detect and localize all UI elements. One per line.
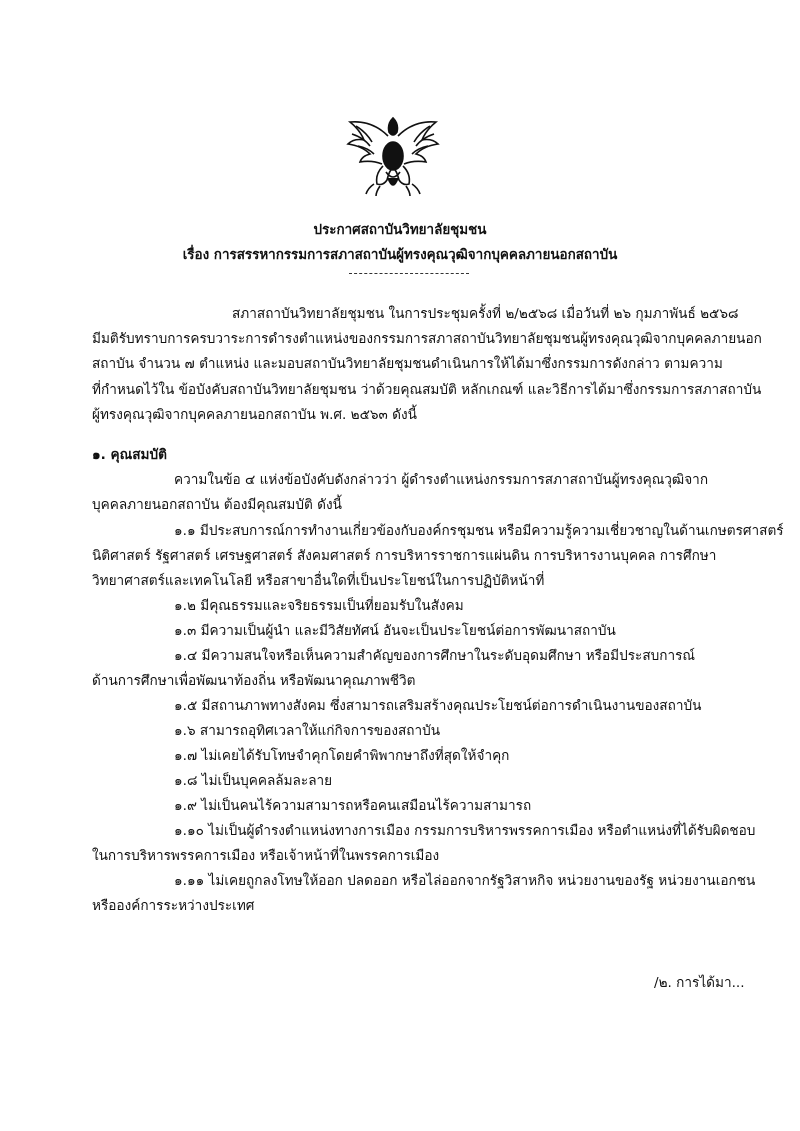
qualification-item-continued: หรือองค์การระหว่างประเทศ	[92, 898, 255, 914]
section-heading: ๑. คุณสมบัติ	[92, 447, 167, 463]
qualification-item: ๑.๓ มีความเป็นผู้นำ และมีวิสัยทัศน์ อันจะเป็นประโยชน์ต่อการพัฒนาสถาบัน	[174, 623, 616, 639]
qualification-item: ๑.๕ มีสถานภาพทางสังคม ซึ่งสามารถเสริมสร้างคุณประโยชน์ต่อการดำเนินงานของสถาบัน	[174, 698, 702, 714]
announcement-title: ประกาศสถาบันวิทยาลัยชุมชน	[313, 222, 487, 238]
qualification-item: ๑.๑๑ ไม่เคยถูกลงโทษให้ออก ปลดออก หรือไล่ออกจากรัฐวิสาหกิจ หน่วยงานของรัฐ หน่วยงานเอกชน	[174, 873, 756, 889]
qualification-item: ๑.๑๐ ไม่เป็นผู้ดำรงตำแหน่งทางการเมือง กรรมการบริหารพรรคการเมือง หรือตำแหน่งที่ได้รับผิดชอบ	[174, 823, 756, 839]
qualification-item: ๑.๒ มีคุณธรรมและจริยธรรมเป็นที่ยอมรับในสังคม	[174, 598, 464, 614]
qualification-item-continued: ในการบริหารพรรคการเมือง หรือเจ้าหน้าที่ในพรรคการเมือง	[92, 848, 440, 864]
qualification-item: ๑.๔ มีความสนใจหรือเห็นความสำคัญของการศึกษาในระดับอุดมศึกษา หรือมีประสบการณ์	[174, 648, 696, 664]
qualification-item: ๑.๙ ไม่เป็นคนไร้ความสามารถหรือคนเสมือนไร้ความสามารถ	[174, 798, 532, 814]
qualification-item: ๑.๗ ไม่เคยได้รับโทษจำคุกโดยคำพิพากษาถึงที่สุดให้จำคุก	[174, 748, 510, 764]
section-intro-line: บุคคลภายนอกสถาบัน ต้องมีคุณสมบัติ ดังนี้	[92, 497, 342, 513]
qualification-item-continued: วิทยาศาสตร์และเทคโนโลยี หรือสาขาอื่นใดที่เป็นประโยชน์ในการปฏิบัติหน้าที่	[92, 573, 545, 589]
title-divider	[349, 273, 469, 274]
qualification-item: ๑.๖ สามารถอุทิศเวลาให้แก่กิจการของสถาบัน	[174, 723, 441, 739]
qualification-item: ๑.๘ ไม่เป็นบุคคลล้มละลาย	[174, 773, 333, 789]
announcement-subject: เรื่อง การสรรหากรรมการสภาสถาบันผู้ทรงคุณวุฒิจากบุคคลภายนอกสถาบัน	[182, 247, 618, 263]
intro-line: สภาสถาบันวิทยาลัยชุมชน ในการประชุมครั้งที่ ๒/๒๕๖๘ เมื่อวันที่ ๒๖ กุมภาพันธ์ ๒๕๖๘	[232, 306, 739, 322]
qualification-item: ๑.๑ มีประสบการณ์การทำงานเกี่ยวข้องกับองค์กรชุมชน หรือมีความรู้ความเชี่ยวชาญในด้านเกษตรศาสตร์	[174, 523, 784, 539]
garuda-emblem-icon	[344, 112, 442, 200]
intro-line: ที่กำหนดไว้ใน ข้อบังคับสถาบันวิทยาลัยชุมชน ว่าด้วยคุณสมบัติ หลักเกณฑ์ และวิธีการได้มาซึ่งกรรมการสภาสถาบัน	[92, 382, 762, 398]
qualification-item-continued: ด้านการศึกษาเพื่อพัฒนาท้องถิ่น หรือพัฒนาคุณภาพชีวิต	[92, 673, 416, 689]
qualification-item-continued: นิติศาสตร์ รัฐศาสตร์ เศรษฐศาสตร์ สังคมศาสตร์ การบริหารราชการแผ่นดิน การบริหารงานบุคคล การศึกษา	[92, 548, 717, 564]
intro-line: มีมติรับทราบการครบวาระการดำรงตำแหน่งของกรรมการสภาสถาบันวิทยาลัยชุมชนผู้ทรงคุณวุฒิจากบุคคลภายนอก	[92, 331, 762, 347]
continued-marker: /๒. การได้มา...	[654, 975, 745, 991]
intro-line: สถาบัน จำนวน ๗ ตำแหน่ง และมอบสถาบันวิทยาลัยชุมชนดำเนินการให้ได้มาซึ่งกรรมการดังกล่าว ตามความ	[92, 356, 723, 372]
intro-line: ผู้ทรงคุณวุฒิจากบุคคลภายนอกสถาบัน พ.ศ. ๒๕๖๓ ดังนี้	[92, 407, 417, 423]
section-intro-line: ความในข้อ ๔ แห่งข้อบังคับดังกล่าวว่า ผู้ดำรงตำแหน่งกรรมการสภาสถาบันผู้ทรงคุณวุฒิจาก	[174, 472, 709, 488]
